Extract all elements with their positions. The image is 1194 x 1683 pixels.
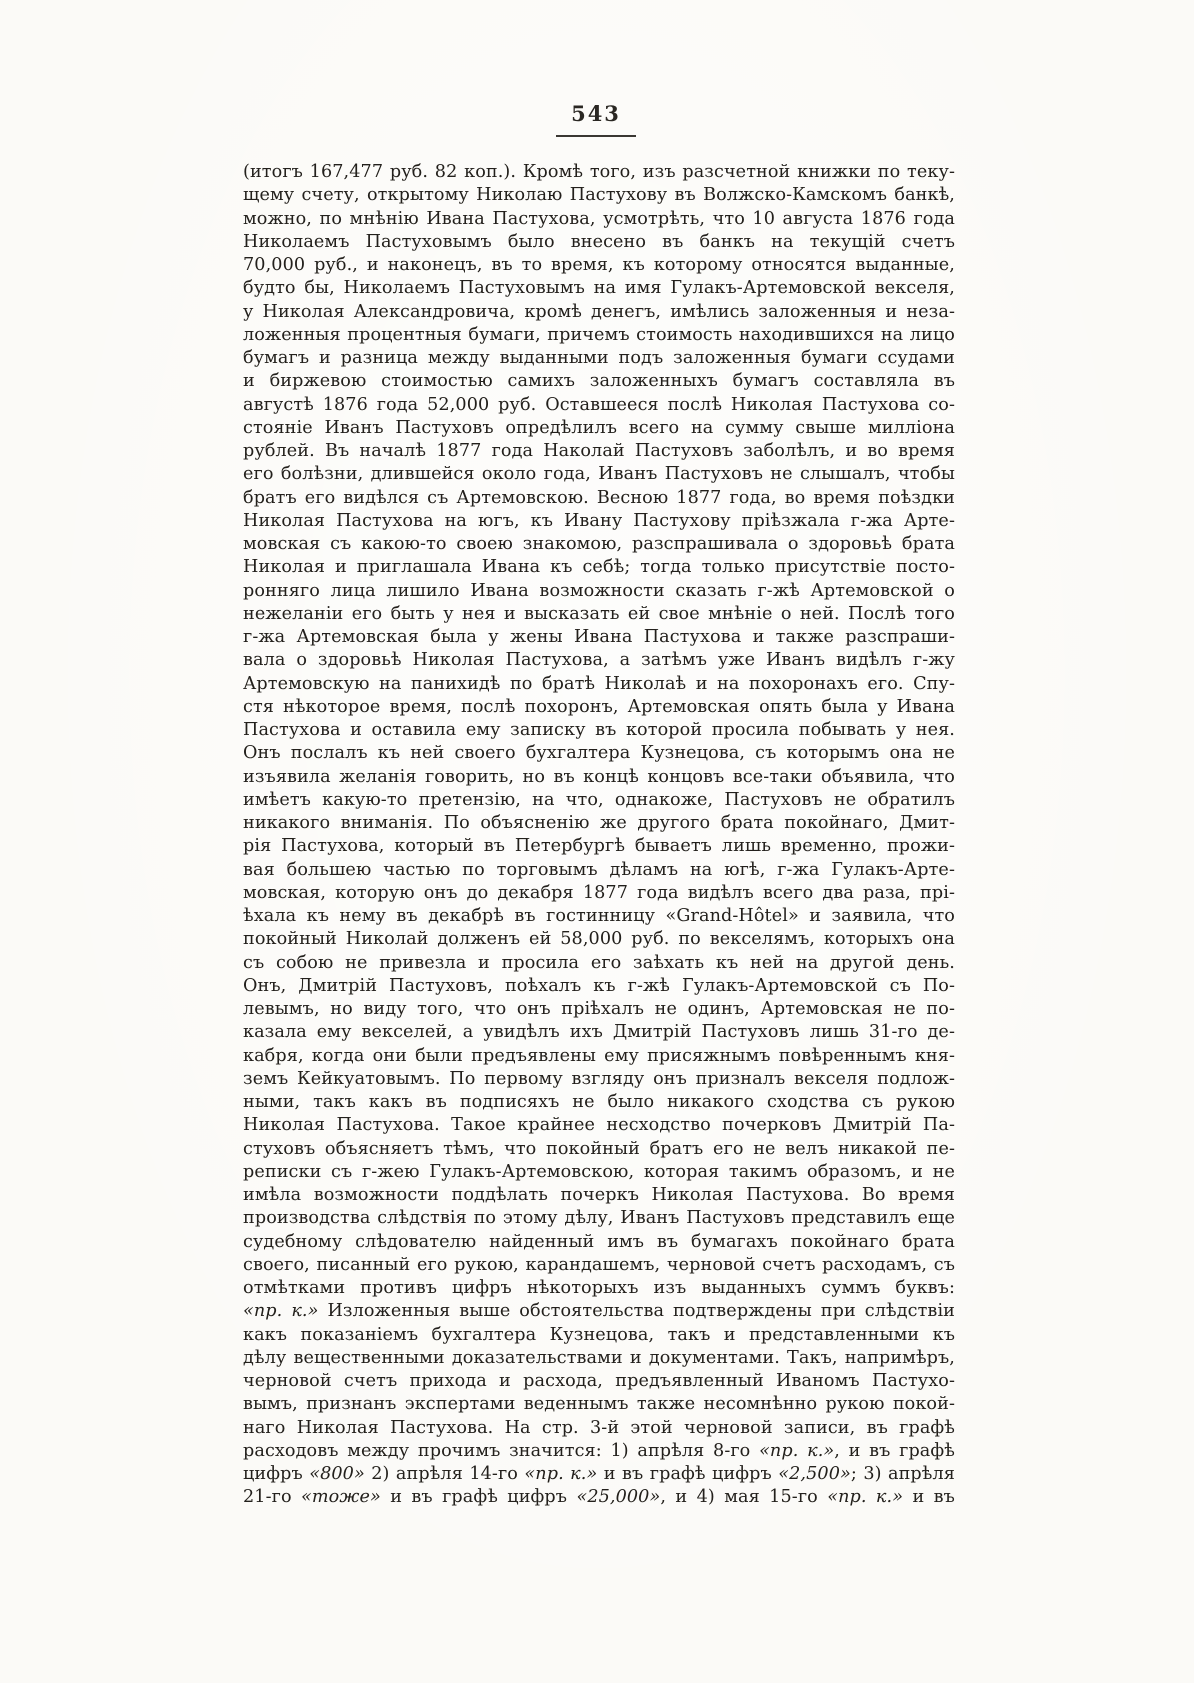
text-line: судебному слѣдователю найденный имъ въ бумагахъ покойнаго брата bbox=[243, 1231, 955, 1252]
text-line: стуховъ объясняетъ тѣмъ, что покойный братъ его не велъ никакой пе- bbox=[243, 1138, 955, 1159]
text-line: земъ Кейкуатовымъ. По первому взгляду онъ призналъ векселя подлож- bbox=[243, 1068, 955, 1089]
text-line bbox=[243, 1463, 955, 1486]
text-line: Онъ послалъ къ ней своего бухгалтера Кузнецова, съ которымъ она не bbox=[243, 743, 955, 764]
text-line: 70,000 руб., и наконецъ, въ то время, къ которому относятся выданные, bbox=[243, 255, 955, 275]
italic-quoted-text: «25,000» bbox=[576, 1487, 661, 1508]
text-segment: расходовъ между прочимъ значится: 1) апрѣля 8-го bbox=[243, 1440, 760, 1461]
text-line: бумагъ и разница между выданными подъ заложенныя бумаги ссудами bbox=[243, 348, 955, 368]
text-segment: и въ графѣ цифръ bbox=[597, 1464, 779, 1484]
text-segment: ; 3) апрѣля bbox=[850, 1464, 955, 1484]
text-line: стя нѣкоторое время, послѣ похоронъ, Артемовская опять была у Ивана bbox=[243, 696, 955, 717]
text-segment: цифръ bbox=[243, 1464, 310, 1484]
text-line: стояніе Иванъ Пастуховъ опредѣлилъ всего на сумму свыше милліона bbox=[243, 417, 955, 438]
text-line: Николаемъ Пастуховымъ было внесено въ банкъ на текущій счетъ bbox=[243, 231, 955, 252]
text-line: мовская, которую онъ до декабря 1877 года видѣлъ всего два раза, прі- bbox=[243, 882, 955, 903]
text-line: дѣлу вещественными доказательствами и документами. Такъ, напримѣръ, bbox=[243, 1347, 955, 1368]
text-line: ными, такъ какъ въ подписяхъ не было никакого сходства съ рукою bbox=[243, 1092, 955, 1112]
text-line: августѣ 1876 года 52,000 руб. Оставшееся послѣ Николая Пастухова со- bbox=[243, 394, 955, 415]
text-line: г-жа Артемовская была у жены Ивана Пастухова и также разспраши- bbox=[243, 627, 955, 647]
text-line: щему счету, открытому Николаю Пастухову въ Волжско-Камскомъ банкѣ, bbox=[243, 185, 955, 206]
text-line: мовская съ какою-то своею знакомою, разспрашивала о здоровьѣ брата bbox=[243, 534, 955, 554]
text-line: нежеланіи его быть у нея и высказать ей свое мнѣніе о ней. Послѣ того bbox=[243, 603, 955, 624]
text-line bbox=[243, 1300, 955, 1323]
page-number: 543 bbox=[571, 101, 621, 126]
italic-quoted-text: «800» bbox=[309, 1464, 365, 1484]
text-line bbox=[243, 1440, 955, 1463]
text-line: имѣетъ какую-то претензію, на что, однакоже, Пастуховъ не обратилъ bbox=[243, 789, 955, 810]
text-line: Николая и приглашала Ивана къ себѣ; тогда только присутствіе посто- bbox=[243, 557, 955, 578]
italic-quoted-text: «2,500» bbox=[778, 1464, 851, 1484]
text-line: вымъ, признанъ экспертами веденнымъ также несомнѣнно рукою покой- bbox=[243, 1394, 955, 1415]
text-segment: 2) апрѣля 14-го bbox=[364, 1464, 525, 1484]
text-line: отмѣтками противъ цифръ нѣкоторыхъ изъ выданныхъ суммъ буквъ: bbox=[243, 1278, 955, 1298]
text-segment: 21-го bbox=[243, 1487, 302, 1508]
text-line: ѣхала къ нему въ декабрѣ въ гостинницу «Grand-Hôtel» и заявила, что bbox=[243, 906, 955, 926]
text-line: ронняго лица лишило Ивана возможности сказать г-жѣ Артемовской о bbox=[243, 580, 955, 601]
text-line: изъявила желанія говорить, но въ концѣ концовъ все-таки объявила, что bbox=[243, 766, 955, 787]
text-line: имѣла возможности поддѣлать почеркъ Николая Пастухова. Во время bbox=[243, 1185, 955, 1205]
text-line: братъ его видѣлся съ Артемовскою. Весною 1877 года, во время поѣздки bbox=[243, 487, 955, 508]
text-segment: и въ bbox=[903, 1487, 955, 1508]
text-line: рія Пастухова, который въ Петербургѣ бываетъ лишь временно, прожи- bbox=[243, 836, 955, 857]
text-line: производства слѣдствія по этому дѣлу, Иванъ Пастуховъ представилъ еще bbox=[243, 1208, 955, 1229]
text-line: вая большею частью по торговымъ дѣламъ на югѣ, г-жа Гулакъ-Арте- bbox=[243, 859, 955, 880]
text-line: можно, по мнѣнію Ивана Пастухова, усмотрѣть, что 10 августа 1876 года bbox=[243, 208, 955, 229]
text-line: казала ему векселей, а увидѣлъ ихъ Дмитрій Пастуховъ лишь 31-го де- bbox=[243, 1022, 955, 1043]
italic-quoted-text: «пр. к.» bbox=[243, 1301, 319, 1322]
text-segment: , и 4) мая 15-го bbox=[660, 1487, 828, 1508]
italic-quoted-text: «пр. к.» bbox=[524, 1464, 598, 1484]
text-line bbox=[243, 1486, 955, 1509]
text-line: кабря, когда они были предъявлены ему присяжнымъ повѣреннымъ кня- bbox=[243, 1045, 955, 1066]
text-line: будто бы, Николаемъ Пастуховымъ на имя Гулакъ-Артемовской векселя, bbox=[243, 278, 955, 299]
text-line: какъ показаніемъ бухгалтера Кузнецова, такъ и представленными къ bbox=[243, 1324, 955, 1345]
body-text bbox=[243, 161, 955, 1510]
italic-quoted-text: «тоже» bbox=[301, 1487, 381, 1508]
text-line: черновой счетъ прихода и расхода, предъявленный Иваномъ Пастухо- bbox=[243, 1371, 955, 1391]
text-line: Николая Пастухова. Такое крайнее несходство почерковъ Дмитрій Па- bbox=[243, 1115, 955, 1136]
text-line: вала о здоровьѣ Николая Пастухова, а затѣмъ уже Иванъ видѣлъ г-жу bbox=[243, 650, 955, 671]
text-line: ложенныя процентныя бумаги, причемъ стоимость находившихся на лицо bbox=[243, 324, 955, 345]
page-number-rule bbox=[556, 135, 636, 137]
text-segment: Изложенныя выше обстоятельства подтверждены при слѣдствіи bbox=[318, 1301, 955, 1322]
text-segment: и въ графѣ цифръ bbox=[380, 1487, 577, 1508]
text-line: реписки съ г-жею Гулакъ-Артемовскою, которая такимъ образомъ, и не bbox=[243, 1161, 955, 1182]
italic-quoted-text: «пр. к.» bbox=[827, 1487, 904, 1508]
text-line: Онъ, Дмитрій Пастуховъ, поѣхалъ къ г-жѣ Гулакъ-Артемовской съ По- bbox=[243, 975, 955, 996]
text-line: Артемовскую на панихидѣ по братѣ Николаѣ и на похоронахъ его. Спу- bbox=[243, 673, 955, 694]
text-line: покойный Николай долженъ ей 58,000 руб. по векселямъ, которыхъ она bbox=[243, 929, 955, 950]
text-line: Николая Пастухова на югъ, къ Ивану Пастухову пріѣзжала г-жа Арте- bbox=[243, 510, 955, 531]
text-line: Пастухова и оставила ему записку въ которой просила побывать у нея. bbox=[243, 720, 955, 740]
text-line: у Николая Александровича, кромѣ денегъ, имѣлись заложенныя и неза- bbox=[243, 301, 955, 322]
text-line: его болѣзни, длившейся около года, Иванъ Пастуховъ не слышалъ, чтобы bbox=[243, 464, 955, 485]
text-line: наго Николая Пастухова. На стр. 3-й этой черновой записи, въ графѣ bbox=[243, 1417, 955, 1438]
text-line: никакого вниманія. По объясненію же другого брата покойнаго, Дмит- bbox=[243, 813, 955, 833]
italic-quoted-text: «пр. к.» bbox=[759, 1440, 835, 1461]
text-line: съ собою не привезла и просила его заѣхать къ ней на другой день. bbox=[243, 952, 955, 973]
text-line: левымъ, но виду того, что онъ пріѣхалъ не одинъ, Артемовская не по- bbox=[243, 999, 955, 1019]
text-line: (итогъ 167,477 руб. 82 коп.). Кромѣ того, изъ разсчетной книжки по теку- bbox=[243, 162, 955, 182]
page-header bbox=[240, 101, 952, 137]
text-line: своего, писанный его рукою, карандашемъ, черновой счетъ расходамъ, съ bbox=[243, 1254, 955, 1275]
text-segment: , и въ графѣ bbox=[834, 1440, 955, 1461]
text-line: и биржевою стоимостью самихъ заложенныхъ бумагъ составляла въ bbox=[243, 371, 955, 392]
text-line: рублей. Въ началѣ 1877 года Наколай Пастуховъ заболѣлъ, и во время bbox=[243, 441, 955, 461]
